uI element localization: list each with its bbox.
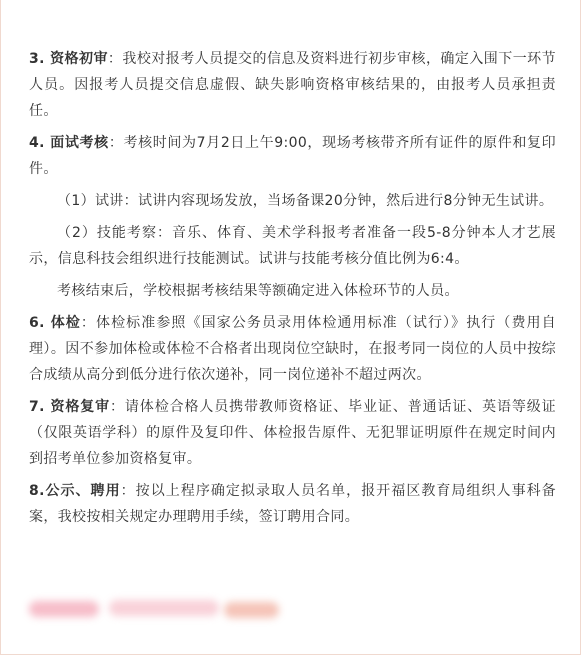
section-text: ：按以上程序确定拟录取人员名单，报开福区教育局组织人事科备案，我校按相关规定办理聘用手续，签订聘用合同。 bbox=[29, 483, 557, 525]
section-text: ：请体检合格人员携带教师资格证、毕业证、普通话证、英语等级证（仅限英语学科）的原件及复印件、体检报告原件、无犯罪证明原件在规定时间内到招考单位参加资格复审。 bbox=[29, 399, 556, 467]
section-label: 7. 资格复审 bbox=[29, 399, 111, 415]
section-label: 4. 面试考核 bbox=[29, 135, 109, 151]
blurred-text bbox=[224, 602, 279, 618]
section-label: 3. 资格初审 bbox=[29, 51, 108, 67]
section-text: （2）技能考察：音乐、体育、美术学科报考者准备一段5-8分钟本人才艺展示，信息科技会组织进行技能测试。试讲与技能考核分值比例为6:4。 bbox=[29, 225, 556, 267]
blurred-text bbox=[109, 600, 219, 616]
section-qualification-re-review bbox=[29, 394, 556, 472]
section-interview-assessment bbox=[29, 130, 556, 182]
section-publicity-employment bbox=[29, 478, 556, 530]
section-medical-exam bbox=[29, 310, 556, 388]
section-text: ：体检标准参照《国家公务员录用体检通用标准（试行）》执行（费用自理）。因不参加体检或体检不合格者出现岗位空缺时，在报考同一岗位的人员中按综合成绩从高分到低分进行依次递补，同一岗位递补不超过两次。 bbox=[29, 315, 556, 383]
blurred-text bbox=[29, 601, 99, 617]
section-text: 考核结束后，学校根据考核结果等额确定进入体检环节的人员。 bbox=[57, 283, 459, 299]
section-qualification-preliminary-review bbox=[29, 46, 556, 124]
section-text: （1）试讲：试讲内容现场发放，当场备课20分钟，然后进行8分钟无生试讲。 bbox=[57, 193, 554, 209]
obscured-contact-line bbox=[29, 598, 289, 620]
document-body bbox=[29, 46, 556, 536]
section-label: 6. 体检 bbox=[29, 315, 81, 331]
subsection-skill-assessment bbox=[29, 220, 556, 272]
section-text: ：考核时间为7月2日上午9:00，现场考核带齐所有证件的原件和复印件。 bbox=[29, 135, 556, 177]
subsection-trial-lecture bbox=[29, 188, 556, 214]
section-label: 8.公示、聘用 bbox=[29, 483, 121, 499]
assessment-conclusion bbox=[29, 278, 556, 304]
section-text: ：我校对报考人员提交的信息及资料进行初步审核，确定入围下一环节人员。因报考人员提交信息虚假、缺失影响资格审核结果的，由报考人员承担责任。 bbox=[29, 51, 556, 119]
